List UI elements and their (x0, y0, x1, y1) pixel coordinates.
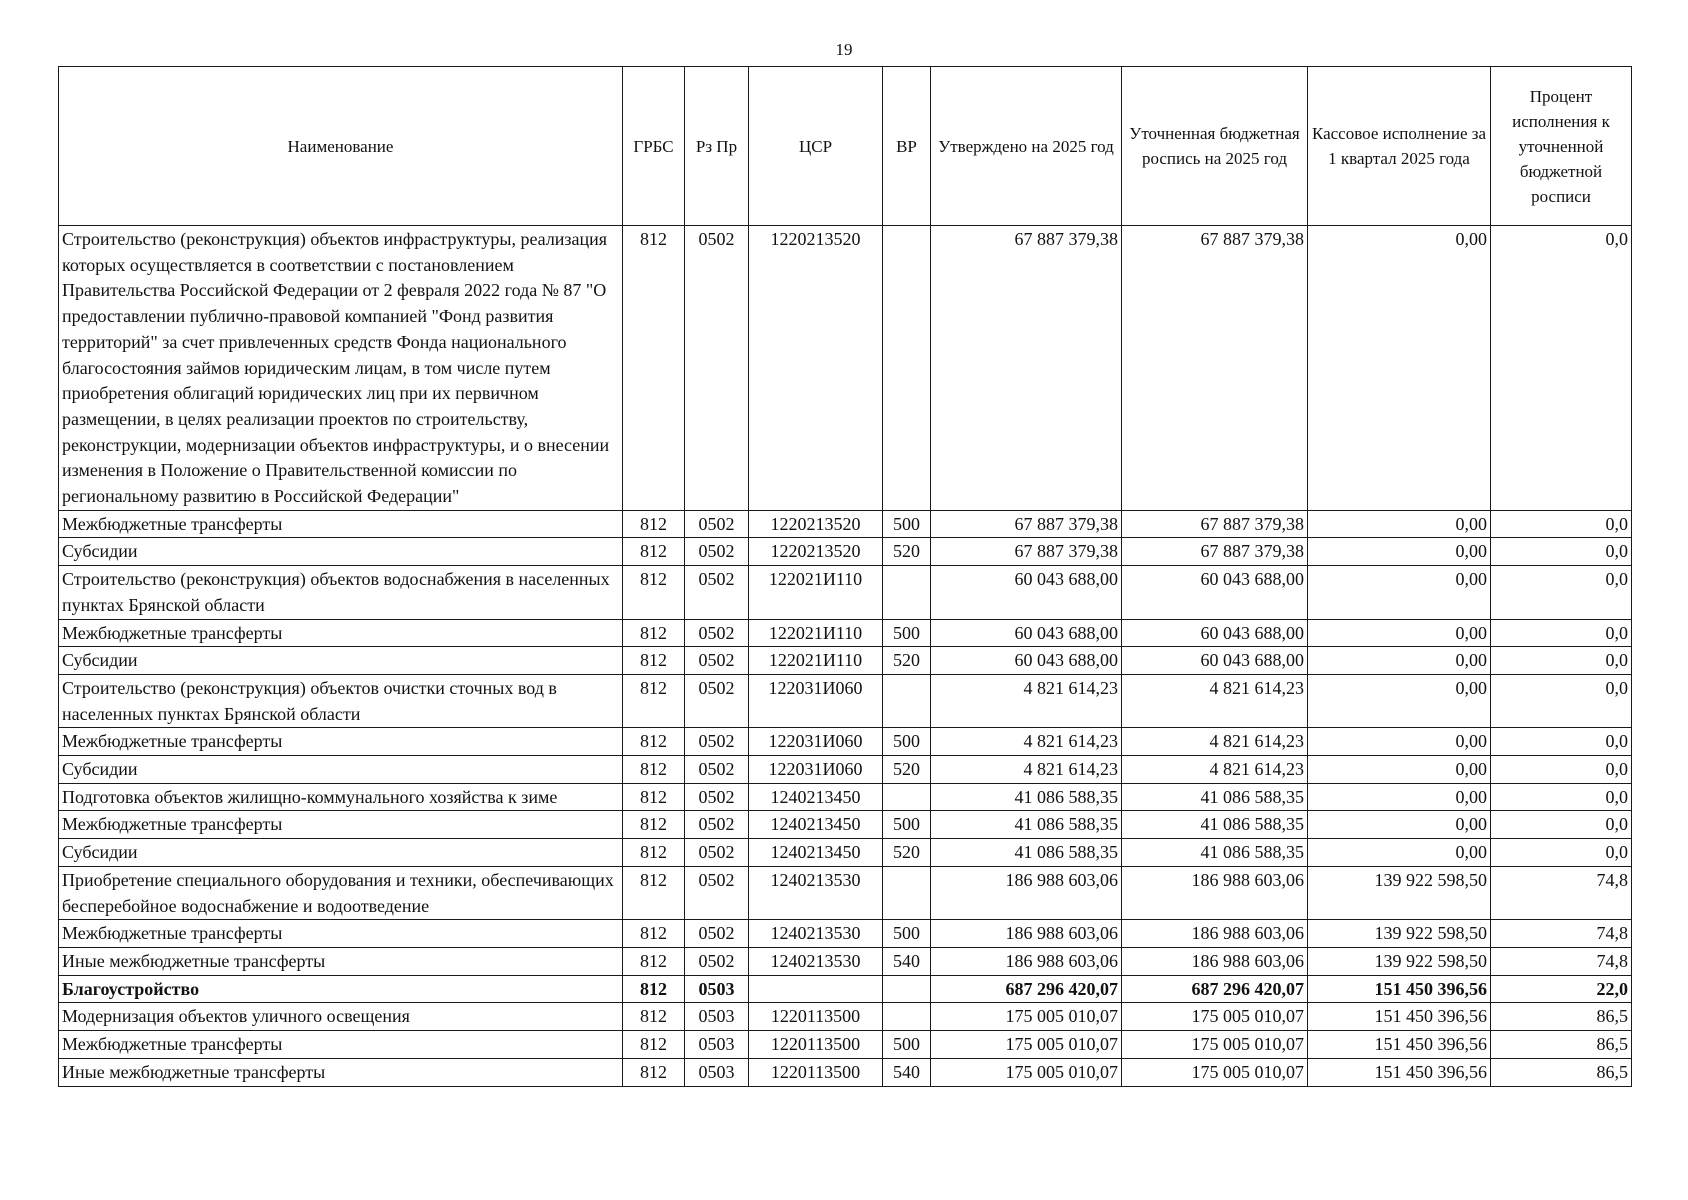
cell-csr: 1220213520 (749, 510, 883, 538)
cell-name: Иные межбюджетные трансферты (59, 947, 623, 975)
cell-vr: 520 (883, 839, 931, 867)
table-row (59, 920, 1632, 948)
cell-refined: 67 887 379,38 (1122, 538, 1308, 566)
cell-cash: 0,00 (1308, 538, 1491, 566)
cell-approved: 186 988 603,06 (931, 920, 1122, 948)
cell-name: Модернизация объектов уличного освещения (59, 1003, 623, 1031)
cell-approved: 175 005 010,07 (931, 1031, 1122, 1059)
cell-approved: 41 086 588,35 (931, 839, 1122, 867)
header-refined: Уточненная бюджетная роспись на 2025 год (1122, 67, 1308, 226)
cell-cash: 0,00 (1308, 647, 1491, 675)
cell-csr: 122031И060 (749, 756, 883, 784)
cell-percent: 0,0 (1491, 728, 1632, 756)
cell-cash: 0,00 (1308, 811, 1491, 839)
cell-vr (883, 783, 931, 811)
cell-rzpr: 0503 (685, 1031, 749, 1059)
cell-approved: 186 988 603,06 (931, 866, 1122, 919)
cell-grbs: 812 (623, 866, 685, 919)
cell-approved: 186 988 603,06 (931, 947, 1122, 975)
cell-vr: 540 (883, 1058, 931, 1086)
table-row (59, 674, 1632, 727)
cell-cash: 151 450 396,56 (1308, 975, 1491, 1003)
header-csr: ЦСР (749, 67, 883, 226)
cell-rzpr: 0502 (685, 920, 749, 948)
table-row (59, 728, 1632, 756)
header-percent: Процент исполнения к уточненной бюджетной росписи (1491, 67, 1632, 226)
cell-percent: 0,0 (1491, 783, 1632, 811)
cell-cash: 139 922 598,50 (1308, 866, 1491, 919)
cell-csr: 122021И110 (749, 566, 883, 619)
cell-name: Приобретение специального оборудования и техники, обеспечивающих бесперебойное водоснабжение и водоотведение (59, 866, 623, 919)
budget-table (58, 66, 1632, 1087)
table-row (59, 1003, 1632, 1031)
table-row (59, 839, 1632, 867)
cell-percent: 0,0 (1491, 538, 1632, 566)
header-grbs: ГРБС (623, 67, 685, 226)
cell-cash: 0,00 (1308, 510, 1491, 538)
cell-grbs: 812 (623, 1031, 685, 1059)
table-row (59, 538, 1632, 566)
cell-refined: 4 821 614,23 (1122, 674, 1308, 727)
cell-name: Межбюджетные трансферты (59, 811, 623, 839)
cell-percent: 86,5 (1491, 1003, 1632, 1031)
cell-rzpr: 0502 (685, 566, 749, 619)
header-name: Наименование (59, 67, 623, 226)
cell-grbs: 812 (623, 647, 685, 675)
cell-grbs: 812 (623, 1003, 685, 1031)
cell-percent: 74,8 (1491, 866, 1632, 919)
cell-name: Субсидии (59, 538, 623, 566)
cell-name: Субсидии (59, 839, 623, 867)
cell-cash: 0,00 (1308, 728, 1491, 756)
cell-grbs: 812 (623, 1058, 685, 1086)
cell-percent: 86,5 (1491, 1058, 1632, 1086)
cell-percent: 0,0 (1491, 647, 1632, 675)
cell-grbs: 812 (623, 920, 685, 948)
cell-rzpr: 0502 (685, 674, 749, 727)
cell-rzpr: 0502 (685, 728, 749, 756)
cell-cash: 151 450 396,56 (1308, 1031, 1491, 1059)
cell-vr (883, 226, 931, 511)
cell-refined: 60 043 688,00 (1122, 566, 1308, 619)
cell-rzpr: 0503 (685, 975, 749, 1003)
cell-refined: 186 988 603,06 (1122, 947, 1308, 975)
cell-percent: 22,0 (1491, 975, 1632, 1003)
table-row (59, 1058, 1632, 1086)
cell-grbs: 812 (623, 756, 685, 784)
cell-refined: 67 887 379,38 (1122, 510, 1308, 538)
cell-cash: 151 450 396,56 (1308, 1003, 1491, 1031)
table-row (59, 811, 1632, 839)
cell-refined: 186 988 603,06 (1122, 866, 1308, 919)
cell-grbs: 812 (623, 674, 685, 727)
cell-approved: 4 821 614,23 (931, 674, 1122, 727)
table-row (59, 566, 1632, 619)
cell-grbs: 812 (623, 839, 685, 867)
cell-vr: 520 (883, 756, 931, 784)
cell-cash: 0,00 (1308, 226, 1491, 511)
cell-rzpr: 0503 (685, 1058, 749, 1086)
cell-name: Межбюджетные трансферты (59, 619, 623, 647)
cell-approved: 687 296 420,07 (931, 975, 1122, 1003)
cell-vr (883, 866, 931, 919)
cell-name: Иные межбюджетные трансферты (59, 1058, 623, 1086)
cell-refined: 687 296 420,07 (1122, 975, 1308, 1003)
cell-percent: 0,0 (1491, 619, 1632, 647)
cell-cash: 0,00 (1308, 566, 1491, 619)
cell-approved: 41 086 588,35 (931, 783, 1122, 811)
cell-rzpr: 0503 (685, 1003, 749, 1031)
cell-name: Субсидии (59, 756, 623, 784)
cell-vr (883, 566, 931, 619)
cell-rzpr: 0502 (685, 947, 749, 975)
cell-refined: 41 086 588,35 (1122, 811, 1308, 839)
cell-csr: 122021И110 (749, 619, 883, 647)
cell-grbs: 812 (623, 783, 685, 811)
cell-refined: 175 005 010,07 (1122, 1003, 1308, 1031)
cell-percent: 0,0 (1491, 226, 1632, 511)
cell-csr: 1220113500 (749, 1058, 883, 1086)
table-row (59, 510, 1632, 538)
cell-vr: 500 (883, 510, 931, 538)
header-vr: ВР (883, 67, 931, 226)
cell-cash: 0,00 (1308, 756, 1491, 784)
cell-grbs: 812 (623, 226, 685, 511)
cell-csr: 1240213530 (749, 947, 883, 975)
cell-csr: 122031И060 (749, 728, 883, 756)
cell-name: Субсидии (59, 647, 623, 675)
cell-grbs: 812 (623, 728, 685, 756)
table-row (59, 1031, 1632, 1059)
cell-approved: 60 043 688,00 (931, 647, 1122, 675)
table-row (59, 947, 1632, 975)
cell-approved: 60 043 688,00 (931, 619, 1122, 647)
cell-name: Межбюджетные трансферты (59, 920, 623, 948)
cell-approved: 67 887 379,38 (931, 226, 1122, 511)
cell-vr: 500 (883, 811, 931, 839)
header-cash: Кассовое исполнение за 1 квартал 2025 года (1308, 67, 1491, 226)
cell-refined: 41 086 588,35 (1122, 839, 1308, 867)
cell-vr (883, 674, 931, 727)
cell-cash: 139 922 598,50 (1308, 947, 1491, 975)
table-row (59, 756, 1632, 784)
cell-percent: 74,8 (1491, 947, 1632, 975)
cell-name: Строительство (реконструкция) объектов очистки сточных вод в населенных пунктах Брянской области (59, 674, 623, 727)
cell-rzpr: 0502 (685, 619, 749, 647)
cell-csr: 122031И060 (749, 674, 883, 727)
cell-csr: 1220213520 (749, 226, 883, 511)
cell-refined: 4 821 614,23 (1122, 756, 1308, 784)
cell-csr: 1240213450 (749, 783, 883, 811)
cell-grbs: 812 (623, 619, 685, 647)
cell-refined: 41 086 588,35 (1122, 783, 1308, 811)
cell-approved: 175 005 010,07 (931, 1003, 1122, 1031)
cell-grbs: 812 (623, 947, 685, 975)
table-row (59, 783, 1632, 811)
cell-vr: 500 (883, 920, 931, 948)
cell-vr (883, 975, 931, 1003)
cell-vr (883, 1003, 931, 1031)
page-number: 19 (835, 40, 853, 59)
cell-vr: 520 (883, 647, 931, 675)
cell-name: Подготовка объектов жилищно-коммунального хозяйства к зиме (59, 783, 623, 811)
cell-cash: 139 922 598,50 (1308, 920, 1491, 948)
cell-refined: 186 988 603,06 (1122, 920, 1308, 948)
cell-grbs: 812 (623, 510, 685, 538)
cell-csr: 1240213450 (749, 839, 883, 867)
cell-percent: 0,0 (1491, 510, 1632, 538)
cell-name: Межбюджетные трансферты (59, 510, 623, 538)
cell-grbs: 812 (623, 566, 685, 619)
cell-refined: 67 887 379,38 (1122, 226, 1308, 511)
table-row (59, 975, 1632, 1003)
cell-rzpr: 0502 (685, 866, 749, 919)
cell-approved: 41 086 588,35 (931, 811, 1122, 839)
cell-rzpr: 0502 (685, 839, 749, 867)
cell-cash: 0,00 (1308, 619, 1491, 647)
cell-rzpr: 0502 (685, 538, 749, 566)
cell-csr (749, 975, 883, 1003)
cell-csr: 1220113500 (749, 1003, 883, 1031)
cell-approved: 4 821 614,23 (931, 728, 1122, 756)
cell-grbs: 812 (623, 538, 685, 566)
cell-name: Межбюджетные трансферты (59, 1031, 623, 1059)
cell-refined: 4 821 614,23 (1122, 728, 1308, 756)
cell-cash: 0,00 (1308, 839, 1491, 867)
cell-approved: 60 043 688,00 (931, 566, 1122, 619)
cell-percent: 0,0 (1491, 811, 1632, 839)
cell-rzpr: 0502 (685, 811, 749, 839)
cell-rzpr: 0502 (685, 510, 749, 538)
cell-grbs: 812 (623, 975, 685, 1003)
cell-grbs: 812 (623, 811, 685, 839)
cell-cash: 151 450 396,56 (1308, 1058, 1491, 1086)
header-rzpr: Рз Пр (685, 67, 749, 226)
cell-csr: 1220213520 (749, 538, 883, 566)
cell-csr: 1220113500 (749, 1031, 883, 1059)
cell-approved: 67 887 379,38 (931, 510, 1122, 538)
cell-refined: 60 043 688,00 (1122, 647, 1308, 675)
cell-approved: 175 005 010,07 (931, 1058, 1122, 1086)
cell-refined: 60 043 688,00 (1122, 619, 1308, 647)
cell-percent: 74,8 (1491, 920, 1632, 948)
cell-vr: 520 (883, 538, 931, 566)
cell-name: Строительство (реконструкция) объектов инфраструктуры, реализация которых осуществляется в соответствии с постановлением Правительства Российской Федерации от 2 февраля 2022 года № 87 "О предоставлении публично-правовой компанией "Фонд развития территорий" за счет привлеченных средств Фонда национального благосостояния займов юридическим лицам, в том числе путем приобретения облигаций юридических лиц при их первичном размещении, в целях реализации проектов по строительству, реконструкции, модернизации объектов инфраструктуры, и о внесении изменения в Положение о Правительственной комиссии по региональному развитию в Российской Федерации" (59, 226, 623, 511)
cell-cash: 0,00 (1308, 674, 1491, 727)
cell-name: Строительство (реконструкция) объектов водоснабжения в населенных пунктах Брянской области (59, 566, 623, 619)
cell-vr: 540 (883, 947, 931, 975)
table-header-row (59, 67, 1632, 226)
cell-csr: 122021И110 (749, 647, 883, 675)
cell-rzpr: 0502 (685, 647, 749, 675)
cell-csr: 1240213450 (749, 811, 883, 839)
cell-refined: 175 005 010,07 (1122, 1058, 1308, 1086)
cell-name: Межбюджетные трансферты (59, 728, 623, 756)
cell-percent: 0,0 (1491, 756, 1632, 784)
cell-vr: 500 (883, 728, 931, 756)
cell-cash: 0,00 (1308, 783, 1491, 811)
table-row (59, 226, 1632, 511)
header-approved: Утверждено на 2025 год (931, 67, 1122, 226)
cell-csr: 1240213530 (749, 866, 883, 919)
cell-rzpr: 0502 (685, 756, 749, 784)
table-row (59, 647, 1632, 675)
cell-percent: 86,5 (1491, 1031, 1632, 1059)
cell-percent: 0,0 (1491, 674, 1632, 727)
cell-rzpr: 0502 (685, 783, 749, 811)
cell-approved: 4 821 614,23 (931, 756, 1122, 784)
cell-refined: 175 005 010,07 (1122, 1031, 1308, 1059)
table-row (59, 619, 1632, 647)
table-row (59, 866, 1632, 919)
cell-name: Благоустройство (59, 975, 623, 1003)
cell-percent: 0,0 (1491, 839, 1632, 867)
cell-approved: 67 887 379,38 (931, 538, 1122, 566)
cell-percent: 0,0 (1491, 566, 1632, 619)
cell-vr: 500 (883, 1031, 931, 1059)
cell-rzpr: 0502 (685, 226, 749, 511)
cell-csr: 1240213530 (749, 920, 883, 948)
cell-vr: 500 (883, 619, 931, 647)
